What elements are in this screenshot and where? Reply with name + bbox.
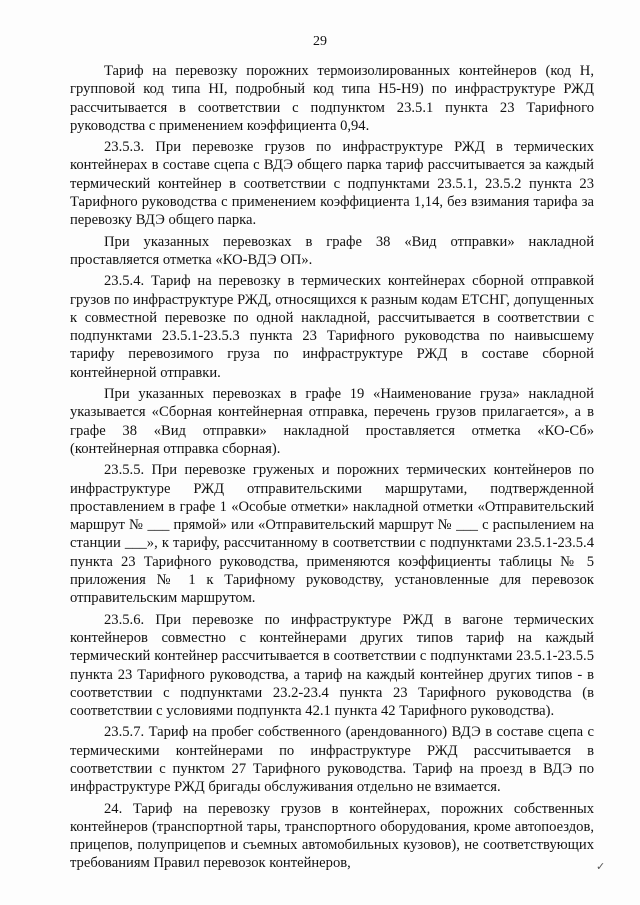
- paragraph-23-5-4: 23.5.4. Тариф на перевозку в термических контейнерах сборной отправкой грузов по инфраструктуре РЖД, относящихся к разным кодам ЕТСНГ, допущенных к совместной перевозке по одной накладной, рассчитывается в соответствии с подпунктами 23.5.1-23.5.3 пункта 23 Тарифного руководства по наивысшему тарифу перевозимого груза по инфраструктуре РЖД в составе сборной контейнерной отправки.: [70, 273, 594, 381]
- paragraph-23-5-3: 23.5.3. При перевозке грузов по инфраструктуре РЖД в термических контейнерах в составе сцепа с ВДЭ общего парка тариф рассчитывается за каждый термический контейнер в соответствии с подпунктами 23.5.1, 23.5.2 пункта 23 Тарифного руководства с применением коэффициента 1,14, без взимания тарифа за перевозку ВДЭ общего парка.: [70, 139, 594, 229]
- paragraph-23-5-3-note: При указанных перевозках в графе 38 «Вид отправки» накладной проставляется отметка «КО-ВДЭ ОП».: [70, 233, 594, 268]
- paragraph-24: 24. Тариф на перевозку грузов в контейнерах, порожних собственных контейнеров (транспортной тары, транспортного оборудования, кроме автопоездов, прицепов, полуприцепов и съемных автомобильных кузовов), не соответствующих требованиям Правил перевозок контейнеров,: [70, 800, 594, 872]
- paragraph-23-5-6: 23.5.6. При перевозке по инфраструктуре РЖД в вагоне термических контейнеров совместно с контейнерами других типов тариф на каждый термический контейнер рассчитывается в соответствии с подпунктами 23.5.1-23.5.5 пункта 23 Тарифного руководства, а тариф на каждый контейнер других типов - в соответствии с подпунктами 23.2-23.4 пункта 23 Тарифного руководства (в соответствии с условиями подпункта 42.1 пункта 42 Тарифного руководства).: [70, 611, 594, 720]
- paragraph-23-5-4-note: При указанных перевозках в графе 19 «Наименование груза» накладной указывается «Сборная контейнерная отправка, перечень грузов прилагается», а в графе 38 «Вид отправки» накладной проставляется отметка «КО-Сб» (контейнерная отправка сборная).: [70, 386, 594, 457]
- document-body: [70, 62, 594, 876]
- page-number: 29: [313, 34, 327, 49]
- paragraph-23-5-5: 23.5.5. При перевозке груженых и порожних термических контейнеров по инфраструктуре РЖД отправительскими маршрутами, подтвержденной проставлением в графе 1 «Особые отметки» накладной отметки «Отправительский маршрут № ___ прямой» или «Отправительский маршрут № ___ с распылением на станции ___», к тарифу, рассчитанному в соответствии с подпунктами 23.5.1-23.5.4 пункта 23 Тарифного руководства, применяются коэффициенты таблицы № 5 приложения № 1 к Тарифному руководству, установленные для перевозок отправительским маршрутом.: [70, 462, 594, 607]
- paragraph-thermo-empty-tariff: Тариф на перевозку порожних термоизолированных контейнеров (код Н, групповой код типа HI, подробный код типа Н5-Н9) по инфраструктуре РЖД рассчитывается в соответствии с подпунктом 23.5.1 пункта 23 Тарифного руководства с применением коэффициента 0,94.: [70, 63, 594, 134]
- paragraph-23-5-7: 23.5.7. Тариф на пробег собственного (арендованного) ВДЭ в составе сцепа с термическими контейнерами по инфраструктуре РЖД рассчитывается в соответствии с пунктом 27 Тарифного руководства. Тариф на проезд в ВДЭ по инфраструктуре РЖД бригады обслуживания отдельно не взимается.: [70, 724, 594, 796]
- scan-mark: ✓: [596, 861, 606, 873]
